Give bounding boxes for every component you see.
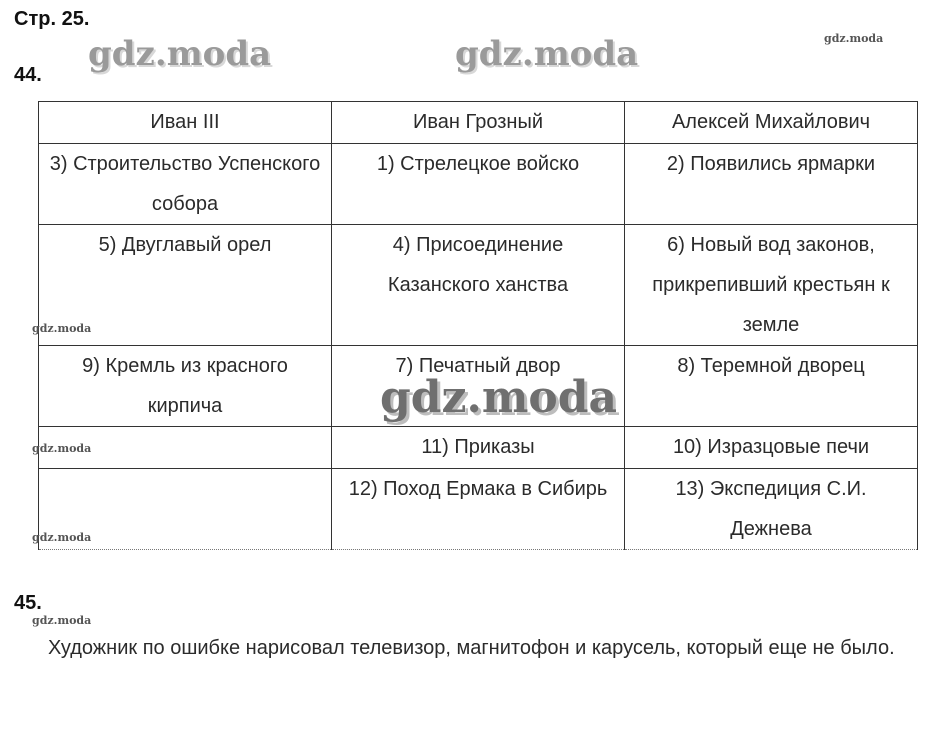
- table-cell: 7) Печатный двор: [332, 346, 625, 427]
- watermark: gdz.moda: [455, 34, 639, 74]
- table-cell: 2) Появились ярмарки: [625, 144, 918, 225]
- page-number: Стр. 25.: [14, 8, 90, 30]
- column-header: Иван Грозный: [332, 102, 625, 144]
- table-row: [39, 144, 918, 225]
- erased-line-segment: [40, 461, 175, 465]
- watermark: gdz.moda: [824, 32, 884, 45]
- table-cell: 12) Поход Ермака в Сибирь: [332, 469, 625, 550]
- table-cell: 8) Теремной дворец: [625, 346, 918, 427]
- table-cell: 13) Экспедиция С.И. Дежнева: [625, 469, 918, 550]
- watermark: gdz.moda: [32, 442, 92, 455]
- erased-line-segment: [255, 461, 295, 465]
- table-cell: 4) Присоединение Казанского ханства: [332, 225, 625, 346]
- task-44-number: 44.: [14, 64, 42, 86]
- table-cell: 5) Двуглавый орел: [39, 225, 332, 346]
- watermark: gdz.moda: [32, 531, 92, 544]
- table-row: [39, 469, 918, 550]
- column-header: Алексей Михайлович: [625, 102, 918, 144]
- watermark: gdz.moda: [32, 322, 92, 335]
- table-row: [39, 225, 918, 346]
- watermark: gdz.moda: [88, 34, 272, 74]
- table-header-row: [39, 102, 918, 144]
- history-table: [38, 101, 918, 550]
- watermark: gdz.moda: [32, 614, 92, 627]
- watermark: gdz.moda: [380, 372, 618, 423]
- column-header: Иван III: [39, 102, 332, 144]
- table-cell: 9) Кремль из красного кирпича: [39, 346, 332, 427]
- table-cell: 1) Стрелецкое войско: [332, 144, 625, 225]
- table-cell: 11) Приказы: [332, 427, 625, 469]
- table-cell: 6) Новый вод законов, прикрепивший крестьян к земле: [625, 225, 918, 346]
- task-45-number: 45.: [14, 592, 42, 614]
- task-45-answer: Художник по ошибке нарисовал телевизор, магнитофон и карусель, который еще не было.: [48, 637, 895, 659]
- table-cell: 3) Строительство Успенского собора: [39, 144, 332, 225]
- table-cell: 10) Изразцовые печи: [625, 427, 918, 469]
